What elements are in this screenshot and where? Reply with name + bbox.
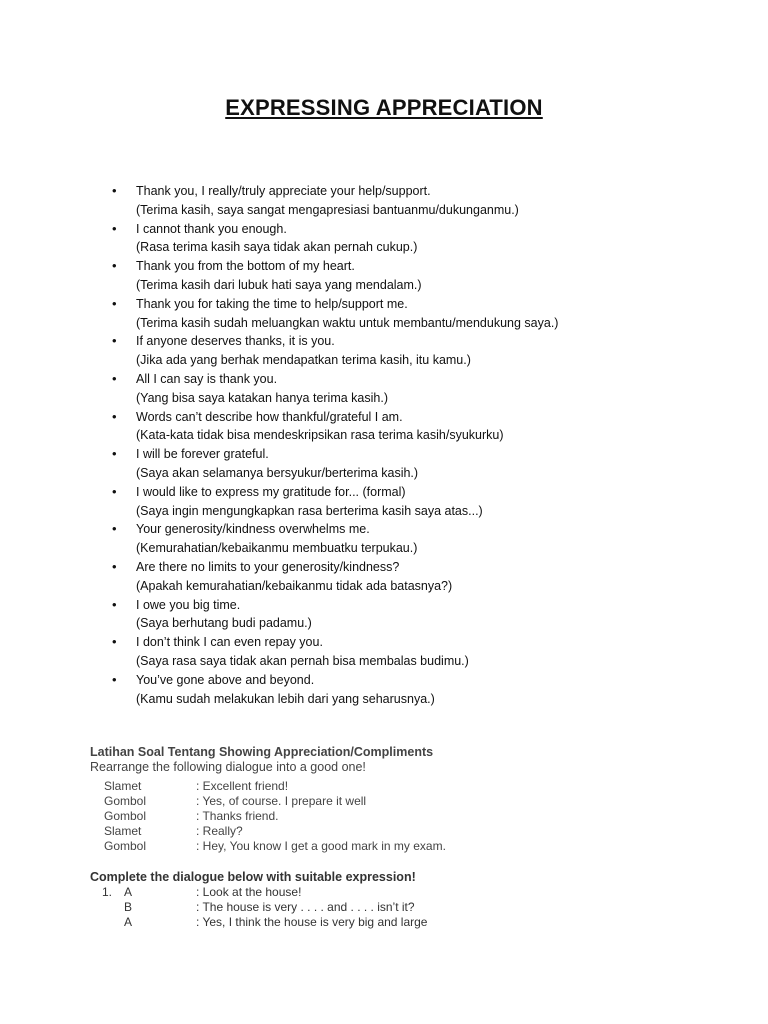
indonesian-translation: (Terima kasih dari lubuk hati saya yang mendalam.) — [136, 277, 422, 292]
list-item — [112, 445, 732, 483]
list-item — [112, 596, 732, 634]
bullet-icon: • — [112, 295, 117, 311]
dialogue-row — [90, 809, 690, 824]
item-number: 1. — [102, 885, 113, 899]
english-expression: I don’t think I can even repay you. — [136, 635, 323, 650]
english-expression: Thank you, I really/truly appreciate your help/support. — [136, 184, 431, 198]
page-title: EXPRESSING APPRECIATION — [225, 95, 543, 120]
exercise-section — [90, 745, 690, 854]
list-item — [112, 483, 732, 521]
english-expression: Are there no limits to your generosity/kindness? — [136, 559, 400, 574]
english-expression: I would like to express my gratitude for... (formal) — [136, 484, 406, 499]
list-item — [112, 370, 732, 408]
english-expression: I cannot thank you enough. — [136, 221, 287, 236]
indonesian-translation: (Terima kasih, saya sangat mengapresiasi bantuanmu/dukunganmu.) — [136, 202, 519, 217]
bullet-icon: • — [112, 333, 117, 349]
dialogue-row — [90, 915, 690, 930]
list-item — [112, 633, 732, 671]
dialogue-row — [90, 885, 690, 900]
english-expression: All I can say is thank you. — [136, 371, 278, 386]
rearrange-dialogue — [90, 779, 690, 854]
english-expression: I will be forever grateful. — [136, 447, 269, 462]
bullet-icon: • — [112, 446, 117, 462]
speaker-name: B — [124, 900, 133, 914]
indonesian-translation: (Terima kasih sudah meluangkan waktu untuk membantu/mendukung saya.) — [136, 315, 559, 330]
bullet-icon: • — [112, 370, 117, 386]
list-item — [112, 408, 732, 446]
list-item — [112, 558, 732, 596]
bullet-icon: • — [112, 183, 117, 198]
bullet-icon: • — [112, 596, 117, 612]
indonesian-translation: (Saya ingin mengungkapkan rasa berterima kasih saya atas...) — [136, 503, 483, 518]
bullet-icon: • — [112, 558, 117, 574]
indonesian-translation: (Saya rasa saya tidak akan pernah bisa membalas budimu.) — [136, 653, 469, 668]
dialogue-row — [90, 839, 690, 854]
dialogue-line: : Look at the house! — [196, 885, 302, 899]
list-item — [112, 332, 732, 370]
indonesian-translation: (Saya akan selamanya bersyukur/berterima kasih.) — [136, 465, 419, 480]
indonesian-translation: (Jika ada yang berhak mendapatkan terima kasih, itu kamu.) — [136, 353, 471, 368]
list-item — [112, 182, 732, 220]
dialogue-line: : Excellent friend! — [196, 779, 289, 793]
bullet-icon: • — [112, 220, 117, 236]
bullet-icon: • — [112, 258, 117, 274]
indonesian-translation: (Yang bisa saya katakan hanya terima kasih.) — [136, 390, 388, 405]
dialogue-row — [90, 900, 690, 915]
indonesian-translation: (Rasa terima kasih saya tidak akan pernah cukup.) — [136, 240, 418, 255]
dialogue-row — [90, 794, 690, 809]
bullet-icon: • — [112, 634, 117, 650]
dialogue-line: : Thanks friend. — [196, 809, 279, 823]
bullet-icon: • — [112, 483, 117, 499]
list-item — [112, 671, 732, 709]
dialogue-row — [90, 779, 690, 794]
list-item — [112, 295, 732, 333]
english-expression: If anyone deserves thanks, it is you. — [136, 334, 335, 349]
indonesian-translation: (Apakah kemurahatian/kebaikanmu tidak ada batasnya?) — [136, 578, 453, 593]
english-expression: Thank you for taking the time to help/support me. — [136, 296, 408, 311]
bullet-icon: • — [112, 671, 117, 687]
speaker-name: A — [124, 915, 133, 929]
speaker-name: Gombol — [104, 839, 147, 853]
complete-heading: Complete the dialogue below with suitable expression! — [90, 870, 416, 884]
english-expression: Thank you from the bottom of my heart. — [136, 259, 355, 274]
speaker-name: Gombol — [104, 794, 147, 808]
indonesian-translation: (Kamu sudah melakukan lebih dari yang seharusnya.) — [136, 691, 435, 706]
dialogue-row — [90, 824, 690, 839]
dialogue-line: : The house is very . . . . and . . . . isn’t it? — [196, 900, 415, 914]
bullet-icon: • — [112, 521, 117, 537]
indonesian-translation: (Kemurahatian/kebaikanmu membuatku terpukau.) — [136, 541, 418, 556]
dialogue-line: : Really? — [196, 824, 243, 838]
exercise-heading: Latihan Soal Tentang Showing Appreciation/Compliments — [90, 745, 434, 759]
list-item — [112, 257, 732, 295]
exercise-instruction: Rearrange the following dialogue into a good one! — [90, 760, 366, 774]
dialogue-line: : Hey, You know I get a good mark in my exam. — [196, 839, 446, 853]
appreciation-phrase-list — [112, 182, 732, 708]
bullet-icon: • — [112, 408, 117, 424]
list-item — [112, 520, 732, 558]
indonesian-translation: (Kata-kata tidak bisa mendeskripsikan rasa terima kasih/syukurku) — [136, 428, 504, 443]
dialogue-line: : Yes, I think the house is very big and large — [196, 915, 428, 929]
indonesian-translation: (Saya berhutang budi padamu.) — [136, 616, 312, 631]
list-item — [112, 220, 732, 258]
complete-dialogue-rows — [90, 885, 690, 930]
speaker-name: Slamet — [104, 779, 142, 793]
english-expression: You’ve gone above and beyond. — [136, 672, 315, 687]
complete-dialogue-section — [90, 870, 690, 930]
english-expression: Your generosity/kindness overwhelms me. — [136, 522, 370, 537]
dialogue-line: : Yes, of course. I prepare it well — [196, 794, 367, 808]
speaker-name: Gombol — [104, 809, 147, 823]
english-expression: I owe you big time. — [136, 597, 241, 612]
speaker-name: Slamet — [104, 824, 142, 838]
speaker-name: A — [124, 885, 133, 899]
english-expression: Words can’t describe how thankful/grateful I am. — [136, 409, 403, 424]
